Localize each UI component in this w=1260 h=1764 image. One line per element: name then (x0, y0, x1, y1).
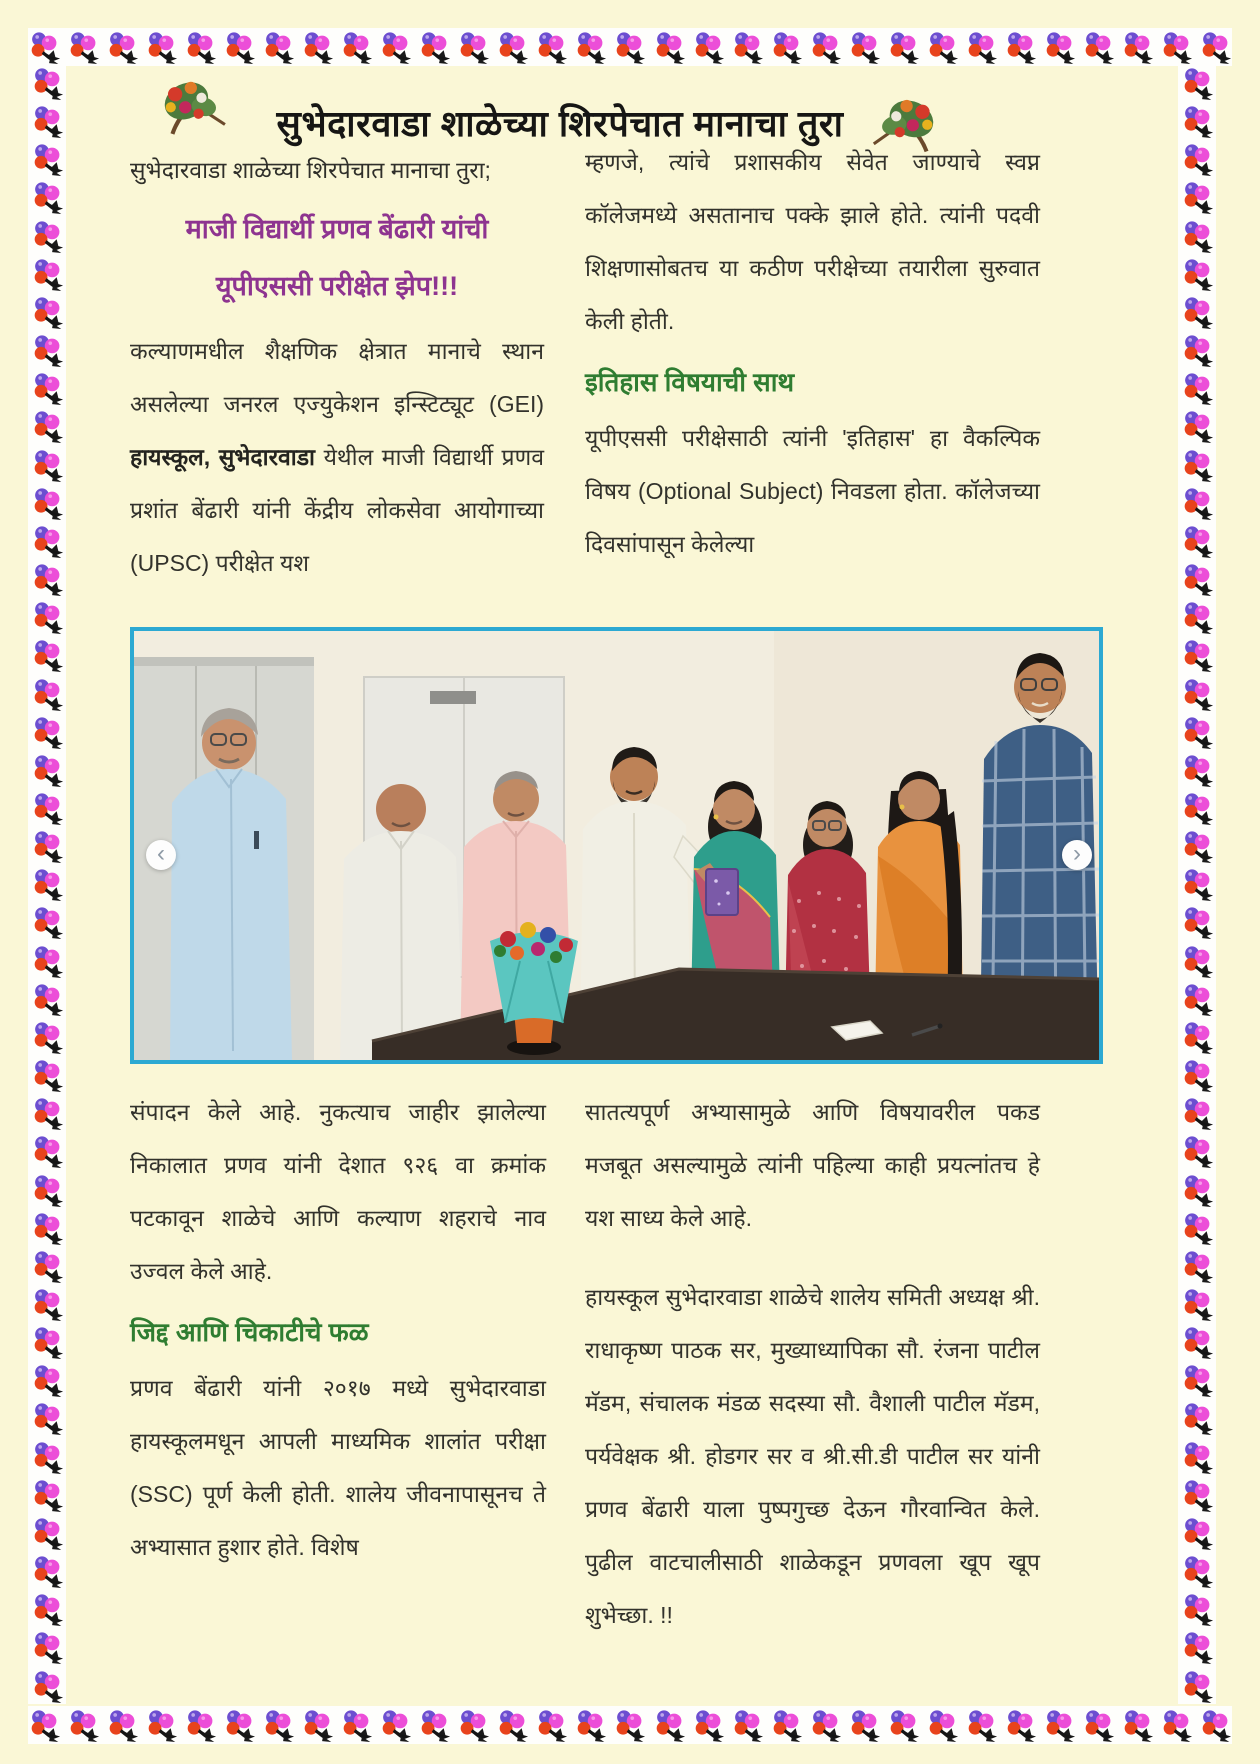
rose-cluster-icon (31, 1249, 64, 1284)
section-heading-history: इतिहास विषयाची साथ (585, 367, 795, 397)
rose-cluster-icon (1181, 1363, 1214, 1398)
rose-cluster-icon (1181, 1630, 1214, 1665)
rose-cluster-icon (1181, 1554, 1214, 1589)
rose-cluster-icon (31, 1669, 64, 1704)
rose-cluster-icon (613, 30, 646, 65)
rose-cluster-icon (31, 333, 64, 368)
rose-cluster-icon (31, 1554, 64, 1589)
rose-cluster-icon (731, 1708, 764, 1743)
group-photo-illustration (134, 631, 1099, 1060)
rose-cluster-icon (1004, 1708, 1037, 1743)
rose-cluster-icon (418, 30, 451, 65)
rose-cluster-icon (31, 1478, 64, 1513)
rose-cluster-icon (613, 1708, 646, 1743)
rose-cluster-icon (1181, 791, 1214, 826)
rose-cluster-icon (1181, 1020, 1214, 1055)
rose-cluster-icon (1181, 829, 1214, 864)
rose-cluster-icon (1181, 1249, 1214, 1284)
rose-cluster-icon (1181, 66, 1214, 101)
paragraph: प्रणव बेंढारी यांनी २०१७ मध्ये सुभेदारवाडा हायस्कूलमधून आपली माध्यमिक शालांत परीक्षा (SSC) पूर्ण केली होती. शालेय जीवनापासूनच ते अभ्यासात हुशार होते. विशेष (130, 1375, 546, 1560)
intro-paragraph-end: येथील माजी विद्यार्थी प्रणव प्रशांत बेंढारी यांनी केंद्रीय लोकसेवा आयोगाच्या (UPSC) परीक्षेत यश (130, 444, 545, 576)
rose-cluster-icon (106, 30, 139, 65)
rose-cluster-icon (926, 1708, 959, 1743)
rose-cluster-icon (28, 30, 61, 65)
rose-cluster-icon (1181, 104, 1214, 139)
rose-cluster-icon (1181, 1516, 1214, 1551)
rose-cluster-icon (301, 30, 334, 65)
rose-cluster-icon (1004, 30, 1037, 65)
rose-cluster-icon (1181, 142, 1214, 177)
rose-cluster-icon (31, 1630, 64, 1665)
paragraph: हायस्कूल सुभेदारवाडा शाळेचे शालेय समिती अध्यक्ष श्री. राधाकृष्ण पाठक सर, मुख्याध्यापिका सौ. रंजना पाटील मॅडम, संचालक मंडळ सदस्या सौ. वैशाली पाटील मॅडम, पर्यवेक्षक श्री. होडगर सर व श्री.सी.डी पाटील सर यांनी प्रणव बेंढारी याला पुष्पगुच्छ देऊन गौरवान्वित केले. पुढील वाटचालीसाठी शाळेकडून प्रणवला खूप खूप शुभेच्छा. !! (585, 1284, 1040, 1628)
intro-paragraph-start: कल्याणमधील शैक्षणिक क्षेत्रात मानाचे स्थान असलेल्या जनरल एज्युकेशन इन्स्टिट्यूट (GEI) (130, 338, 544, 417)
rose-cluster-icon (887, 1708, 920, 1743)
rose-cluster-icon (31, 905, 64, 940)
rose-cluster-icon (535, 30, 568, 65)
rose-cluster-icon (31, 1440, 64, 1475)
rose-cluster-icon (1181, 600, 1214, 635)
rose-cluster-icon (1181, 982, 1214, 1017)
rose-cluster-icon (692, 1708, 725, 1743)
rose-cluster-icon (1043, 30, 1076, 65)
rose-cluster-icon (1181, 1058, 1214, 1093)
rose-cluster-icon (106, 1708, 139, 1743)
rose-cluster-icon (31, 791, 64, 826)
rose-cluster-icon (965, 1708, 998, 1743)
rose-cluster-icon (926, 30, 959, 65)
rose-cluster-icon (809, 1708, 842, 1743)
rose-cluster-icon (1181, 1134, 1214, 1169)
rose-cluster-icon (1181, 180, 1214, 215)
rose-cluster-icon (1199, 1708, 1232, 1743)
decorative-border-bottom (28, 1706, 1232, 1744)
rose-cluster-icon (31, 1325, 64, 1360)
rose-cluster-icon (31, 1211, 64, 1246)
rose-cluster-icon (418, 1708, 451, 1743)
rose-cluster-icon (574, 30, 607, 65)
rose-cluster-icon (1181, 1211, 1214, 1246)
rose-cluster-icon (31, 715, 64, 750)
rose-cluster-icon (1181, 1401, 1214, 1436)
rose-cluster-icon (809, 30, 842, 65)
decorative-border-right (1178, 66, 1216, 1704)
rose-cluster-icon (965, 30, 998, 65)
rose-cluster-icon (574, 1708, 607, 1743)
rose-cluster-icon (770, 30, 803, 65)
rose-cluster-icon (31, 1134, 64, 1169)
bottom-left-column (130, 1086, 546, 1574)
rose-cluster-icon (1181, 944, 1214, 979)
rose-cluster-icon (1121, 1708, 1154, 1743)
rose-cluster-icon (692, 30, 725, 65)
rose-cluster-icon (1181, 715, 1214, 750)
rose-cluster-icon (340, 1708, 373, 1743)
rose-cluster-icon (1082, 30, 1115, 65)
rose-cluster-icon (67, 1708, 100, 1743)
rose-cluster-icon (31, 1287, 64, 1322)
rose-cluster-icon (31, 1401, 64, 1436)
rose-cluster-icon (31, 448, 64, 483)
rose-cluster-icon (1043, 1708, 1076, 1743)
rose-cluster-icon (887, 30, 920, 65)
page-title: सुभेदारवाडा शाळेच्या शिरपेचात मानाचा तुरा (276, 103, 844, 145)
rose-cluster-icon (1181, 562, 1214, 597)
rose-cluster-icon (31, 1592, 64, 1627)
rose-cluster-icon (379, 30, 412, 65)
rose-cluster-icon (31, 944, 64, 979)
rose-cluster-icon (1121, 30, 1154, 65)
rose-cluster-icon (31, 753, 64, 788)
rose-cluster-icon (1181, 448, 1214, 483)
photo-figure (130, 627, 1103, 1064)
rose-cluster-icon (496, 1708, 529, 1743)
rose-cluster-icon (31, 1173, 64, 1208)
rose-cluster-icon (31, 66, 64, 101)
rose-cluster-icon (457, 1708, 490, 1743)
rose-cluster-icon (1181, 219, 1214, 254)
rose-cluster-icon (31, 257, 64, 292)
rose-cluster-icon (31, 524, 64, 559)
highlight-heading-line2: यूपीएससी परीक्षेत झेप!!! (215, 271, 459, 301)
rose-cluster-icon (457, 30, 490, 65)
top-right-column (585, 136, 1040, 571)
rose-cluster-icon (1181, 677, 1214, 712)
rose-cluster-icon (145, 30, 178, 65)
rose-cluster-icon (31, 1096, 64, 1131)
rose-cluster-icon (1199, 30, 1232, 65)
rose-cluster-icon (31, 982, 64, 1017)
rose-cluster-icon (262, 1708, 295, 1743)
rose-cluster-icon (31, 371, 64, 406)
rose-cluster-icon (535, 1708, 568, 1743)
rose-cluster-icon (1181, 1478, 1214, 1513)
rose-cluster-icon (1160, 30, 1193, 65)
rose-cluster-icon (1181, 1325, 1214, 1360)
rose-cluster-icon (848, 30, 881, 65)
decorative-border-left (28, 66, 66, 1704)
rose-cluster-icon (848, 1708, 881, 1743)
highlight-heading (130, 201, 544, 315)
rose-cluster-icon (223, 30, 256, 65)
intro-paragraph (130, 325, 544, 590)
rose-cluster-icon (31, 104, 64, 139)
rose-cluster-icon (1181, 1592, 1214, 1627)
rose-cluster-icon (1181, 1669, 1214, 1704)
rose-cluster-icon (31, 1020, 64, 1055)
paragraph: सातत्यपूर्ण अभ्यासामुळे आणि विषयावरील पकड मजबूत असल्यामुळे त्यांनी पहिल्या काही प्रयत्नांतच हे यश साध्य केले आहे. (585, 1099, 1040, 1231)
rose-cluster-icon (31, 142, 64, 177)
intro-paragraph-bold: हायस्कूल, सुभेदारवाडा (130, 444, 315, 470)
rose-cluster-icon (301, 1708, 334, 1743)
rose-cluster-icon (1181, 1440, 1214, 1475)
rose-cluster-icon (31, 829, 64, 864)
carousel-prev-button[interactable]: ‹ (146, 840, 176, 870)
rose-cluster-icon (31, 867, 64, 902)
paragraph: संपादन केले आहे. नुकत्याच जाहीर झालेल्या निकालात प्रणव यांनी देशात ९२६ वा क्रमांक पटकावून शाळेचे आणि कल्याण शहराचे नाव उज्वल केले आहे. (130, 1099, 546, 1284)
rose-cluster-icon (145, 1708, 178, 1743)
rose-cluster-icon (1181, 371, 1214, 406)
rose-cluster-icon (31, 409, 64, 444)
rose-cluster-icon (1181, 257, 1214, 292)
rose-cluster-icon (31, 1516, 64, 1551)
rose-cluster-icon (1181, 333, 1214, 368)
rose-cluster-icon (1181, 409, 1214, 444)
rose-cluster-icon (340, 30, 373, 65)
rose-cluster-icon (31, 295, 64, 330)
rose-cluster-icon (731, 30, 764, 65)
flower-bouquet-icon (141, 59, 234, 152)
rose-cluster-icon (496, 30, 529, 65)
rose-cluster-icon (223, 1708, 256, 1743)
rose-cluster-icon (1181, 638, 1214, 673)
bottom-right-column (585, 1086, 1040, 1642)
rose-cluster-icon (1181, 1287, 1214, 1322)
rose-cluster-icon (31, 219, 64, 254)
rose-cluster-icon (28, 1708, 61, 1743)
rose-cluster-icon (184, 1708, 217, 1743)
rose-cluster-icon (31, 1058, 64, 1093)
rose-cluster-icon (1181, 524, 1214, 559)
rose-cluster-icon (1181, 295, 1214, 330)
section-heading-persistence: जिद्द आणि चिकाटीचे फळ (130, 1317, 369, 1347)
paragraph: यूपीएससी परीक्षेसाठी त्यांनी 'इतिहास' हा वैकल्पिक विषय (Optional Subject) निवडला होता. कॉलेजच्या दिवसांपासून केलेल्या (585, 425, 1040, 557)
rose-cluster-icon (31, 638, 64, 673)
rose-cluster-icon (262, 30, 295, 65)
rose-cluster-icon (31, 600, 64, 635)
rose-cluster-icon (1181, 486, 1214, 521)
top-left-column (130, 144, 544, 590)
rose-cluster-icon (1181, 753, 1214, 788)
rose-cluster-icon (31, 1363, 64, 1398)
rose-cluster-icon (31, 180, 64, 215)
carousel-next-button[interactable]: › (1062, 840, 1092, 870)
rose-cluster-icon (1181, 1173, 1214, 1208)
lead-line: सुभेदारवाडा शाळेच्या शिरपेचात मानाचा तुरा; (130, 157, 491, 183)
rose-cluster-icon (653, 1708, 686, 1743)
rose-cluster-icon (1160, 1708, 1193, 1743)
rose-cluster-icon (379, 1708, 412, 1743)
rose-cluster-icon (653, 30, 686, 65)
highlight-heading-line1: माजी विद्यार्थी प्रणव बेंढारी यांची (185, 214, 489, 244)
rose-cluster-icon (31, 486, 64, 521)
rose-cluster-icon (1181, 905, 1214, 940)
rose-cluster-icon (1082, 1708, 1115, 1743)
rose-cluster-icon (31, 562, 64, 597)
paragraph: म्हणजे, त्यांचे प्रशासकीय सेवेत जाण्याचे स्वप्न कॉलेजमध्ये असतानाच पक्के झाले होते. त्यांनी पदवी शिक्षणासोबतच या कठीण परीक्षेच्या तयारीला सुरुवात केली होती. (585, 149, 1040, 334)
rose-cluster-icon (67, 30, 100, 65)
rose-cluster-icon (1181, 867, 1214, 902)
rose-cluster-icon (1181, 1096, 1214, 1131)
rose-cluster-icon (31, 677, 64, 712)
rose-cluster-icon (770, 1708, 803, 1743)
